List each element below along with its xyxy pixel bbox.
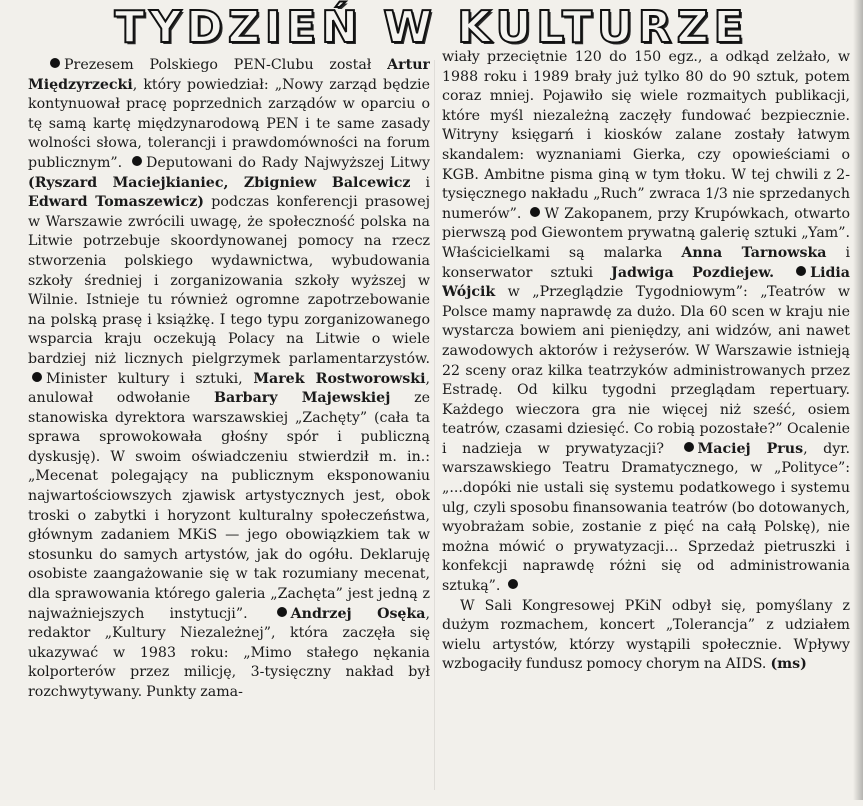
- person-name: Maciej Prus: [697, 440, 804, 457]
- bullet-icon: [132, 156, 142, 166]
- person-name: Barbary Majewskiej: [214, 390, 391, 407]
- person-name: (Ryszard Maciejkianiec, Zbigniew Balcewicz: [28, 174, 411, 191]
- text-segment: , dyr. warszawskiego Teatru Dramatycznego, w „Polityce”: „...dopóki nie ustali się systemu podatkowego i systemu ulg, czyli sposobu finansowania teatrów (bo dotowanych, wyobrażam sobie, zostanie z pięć na całą Polskę), nie można mówić o prywatyzacji... Sprzedaż pietruszki i konfekcji naprawdę różni się od administrowania sztuką”.: [442, 440, 850, 595]
- text-segment: Deputowani do Rady Najwyższej Litwy: [145, 154, 430, 171]
- bullet-icon: [530, 207, 540, 217]
- person-name: Lidia Wójcik: [442, 264, 850, 301]
- text-segment: wiały przeciętnie 120 do 150 egz., a odkąd zelżało, w 1988 roku i 1989 brały już tylko 80 do 90 sztuk, potem coraz mniej. Pojawiło się wiele rozmaitych publikacji, które myśl niezależną zaczęły fundować bezpiecznie. Witryny księgarń i kiosków zalane zostały łatwym skandalem: wyznaniami Gierka, czy opowieściami o KGB. Ambitne pisma giną w tym tłoku. W tej chwili z 2-tysięcznego nakładu „Ruch” zwraca 1/3 nie sprzedanych numerów”.: [442, 49, 850, 222]
- person-name: Jadwiga Pozdiejew.: [611, 264, 775, 281]
- bullet-icon: [684, 442, 694, 452]
- column-divider: [434, 60, 435, 790]
- person-name: Edward Tomaszewicz): [28, 194, 204, 211]
- page-title: TYDZIEŃ W KULTURZE: [114, 2, 749, 53]
- text-segment: W Zakopanem, przy Krupówkach, otwarto pierwszą pod Giewontem prywatną galerię sztuki „Yam”. Właścicielkami są malarka: [442, 205, 850, 261]
- text-segment: , anulował odwołanie: [28, 370, 430, 407]
- text-segment: Minister kultury i sztuki,: [46, 370, 243, 387]
- bullet-icon: [508, 579, 518, 589]
- article-text-right: [442, 48, 850, 675]
- page-edge-shadow: [853, 0, 863, 800]
- author-signature: (ms): [770, 656, 807, 673]
- bullet-icon: [796, 266, 806, 276]
- header: [0, 0, 863, 52]
- text-segment: W Sali Kongresowej PKiN odbył się, pomyślany z dużym rozmachem, koncert „Tolerancja” z udziałem wielu artystów, którzy wystąpili społecznie. Wpływy wzbogaciły fundusz pomocy chorym na AIDS.: [442, 597, 850, 673]
- person-name: Artur Międzyrzecki: [28, 57, 430, 93]
- text-segment: , redaktor „Kultury Niezależnej”, która zaczęła się ukazywać w 1983 roku: „Mimo stałego nękania kolporterów przez milicję, 3-tysięczny nakład był rozchwytywany. Punkty zama-: [28, 605, 430, 700]
- text-segment: podczas konferencji prasowej w Warszawie zwrócili uwagę, że społeczność polska na Litwie potrzebuje skoordynowanej pomocy na rzecz stworzenia polskiego wydawnictwa, wybudowania szkoły średniej i zorganizowania szkoły wyższej w Wilnie. Istnieje tu również ogromne zapotrzebowanie na polską prasę i książkę. I tego typu zorganizowanego wsparcia kraju oczekują Polacy na Litwie o wiele bardziej niż licznych pielgrzymek parlamentarzystów.: [28, 194, 430, 367]
- column-right: [442, 46, 850, 802]
- bullet-icon: [277, 607, 287, 617]
- person-name: Marek Rostworowski: [253, 370, 426, 387]
- article-text-left: [28, 56, 430, 703]
- bullet-icon: [50, 58, 60, 68]
- column-left: [28, 46, 430, 806]
- text-segment: i konserwator sztuki: [442, 244, 850, 281]
- bullet-icon: [32, 372, 42, 382]
- person-name: Anna Tarnowska: [681, 244, 827, 261]
- text-segment: w „Przeglądzie Tygodniowym”: „Teatrów w Polsce mamy naprawdę za dużo. Dla 60 scen w kraju nie wystarcza bowiem ani pieniędzy, ani widzów, ani nawet zawodowych aktorów i reżyserów. W Warszawie istnieją 22 sceny oraz kilka teatrzyków administrowanych przez Estradę. Od kilku tygodni przeglądam repertuary. Każdego wieczora gra nie więcej niż sześć, osiem teatrów, czasami dziesięć. Co robią pozostałe?” Ocalenie i nadzieja w prywatyzacji?: [442, 284, 850, 457]
- text-segment: , który powiedział: „Nowy zarząd będzie kontynuował pracę poprzednich zarządów w oparciu o tę samą kartę międzynarodową PEN i te same zasady wolności słowa, tolerancji i prawdomówności na forum publicznym”.: [28, 76, 430, 171]
- text-segment: ze stanowiska dyrektora warszawskiej „Zachęty” (cała ta sprawa sprowokowała głośny spór i publiczną dyskusję). W swoim oświadczeniu stwierdził m. in.: „Mecenat polegający na publicznym eksponowaniu najwartościowszych zjawisk artystycznych jest, obok troski o zabytki i horyzont kulturalny społeczeństwa, głównym zadaniem MKiS — jego obowiązkiem tak w stosunku do samych artystów, jak do ogółu. Deklaruję osobiste zaangażowanie się w tak rozumiany mecenat, dla sprawowania którego galeria „Zachęta” jest jedną z najważniejszych instytucji”.: [28, 390, 430, 622]
- person-name: Andrzej Osęka: [290, 605, 426, 622]
- text-segment: i: [425, 174, 430, 191]
- text-segment: Prezesem Polskiego PEN-Clubu został: [64, 57, 372, 73]
